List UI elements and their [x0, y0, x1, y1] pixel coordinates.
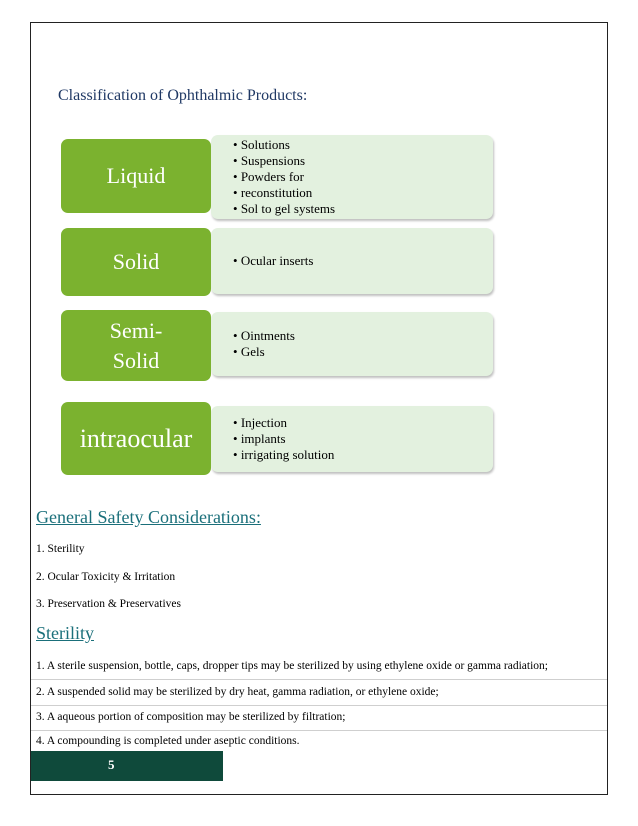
list-item: • Powders for [233, 169, 493, 185]
divider [31, 730, 607, 731]
category-label-solid-line: Solid [112, 347, 160, 373]
category-box-solid [61, 228, 211, 296]
category-label-liquid: Liquid [106, 163, 166, 188]
list-item: • Solutions [233, 137, 493, 153]
list-item: • irrigating solution [233, 447, 493, 463]
category-label-solid: Solid [112, 249, 160, 274]
category-row-intraocular [61, 402, 493, 475]
items-box-liquid [211, 135, 493, 219]
page-number: 5 [108, 757, 115, 772]
items-box-solid [211, 228, 493, 294]
category-box-liquid [61, 139, 211, 213]
category-row-solid [61, 228, 493, 296]
diagram-title: Classification of Ophthalmic Products: [58, 87, 308, 104]
list-item: • Suspensions [233, 153, 493, 169]
list-item: • Gels [233, 344, 493, 360]
divider [31, 705, 607, 706]
list-item: • Sol to gel systems [233, 201, 493, 217]
list-item: • Ocular inserts [233, 253, 493, 269]
list-item: • reconstitution [233, 185, 493, 201]
sterility-item: 1. A sterile suspension, bottle, caps, dropper tips may be sterilized by using ethylene oxide or gamma radiation; [36, 660, 548, 672]
category-box-intraocular [61, 402, 211, 475]
safety-heading: General Safety Considerations: [36, 507, 261, 527]
divider [31, 679, 607, 680]
category-row-semi-solid [61, 310, 493, 381]
items-box-semi-solid [211, 312, 493, 376]
list-item: • implants [233, 431, 493, 447]
sterility-item: 3. A aqueous portion of composition may be sterilized by filtration; [36, 711, 346, 723]
category-label-semi: Semi- [109, 317, 163, 343]
category-row-liquid [61, 135, 493, 219]
items-box-intraocular [211, 406, 493, 472]
category-box-semi-solid [61, 310, 211, 381]
sterility-item: 2. A suspended solid may be sterilized by dry heat, gamma radiation, or ethylene oxide; [36, 686, 439, 698]
footer-bar [31, 751, 223, 781]
safety-item: 2. Ocular Toxicity & Irritation [36, 571, 176, 583]
sterility-heading: Sterility [36, 623, 94, 643]
safety-item: 3. Preservation & Preservatives [36, 598, 181, 610]
list-item: • Injection [233, 415, 493, 431]
safety-item: 1. Sterility [36, 543, 85, 555]
sterility-item: 4. A compounding is completed under aseptic conditions. [36, 735, 300, 747]
list-item: • Ointments [233, 328, 493, 344]
category-label-intraocular: intraocular [79, 423, 193, 453]
